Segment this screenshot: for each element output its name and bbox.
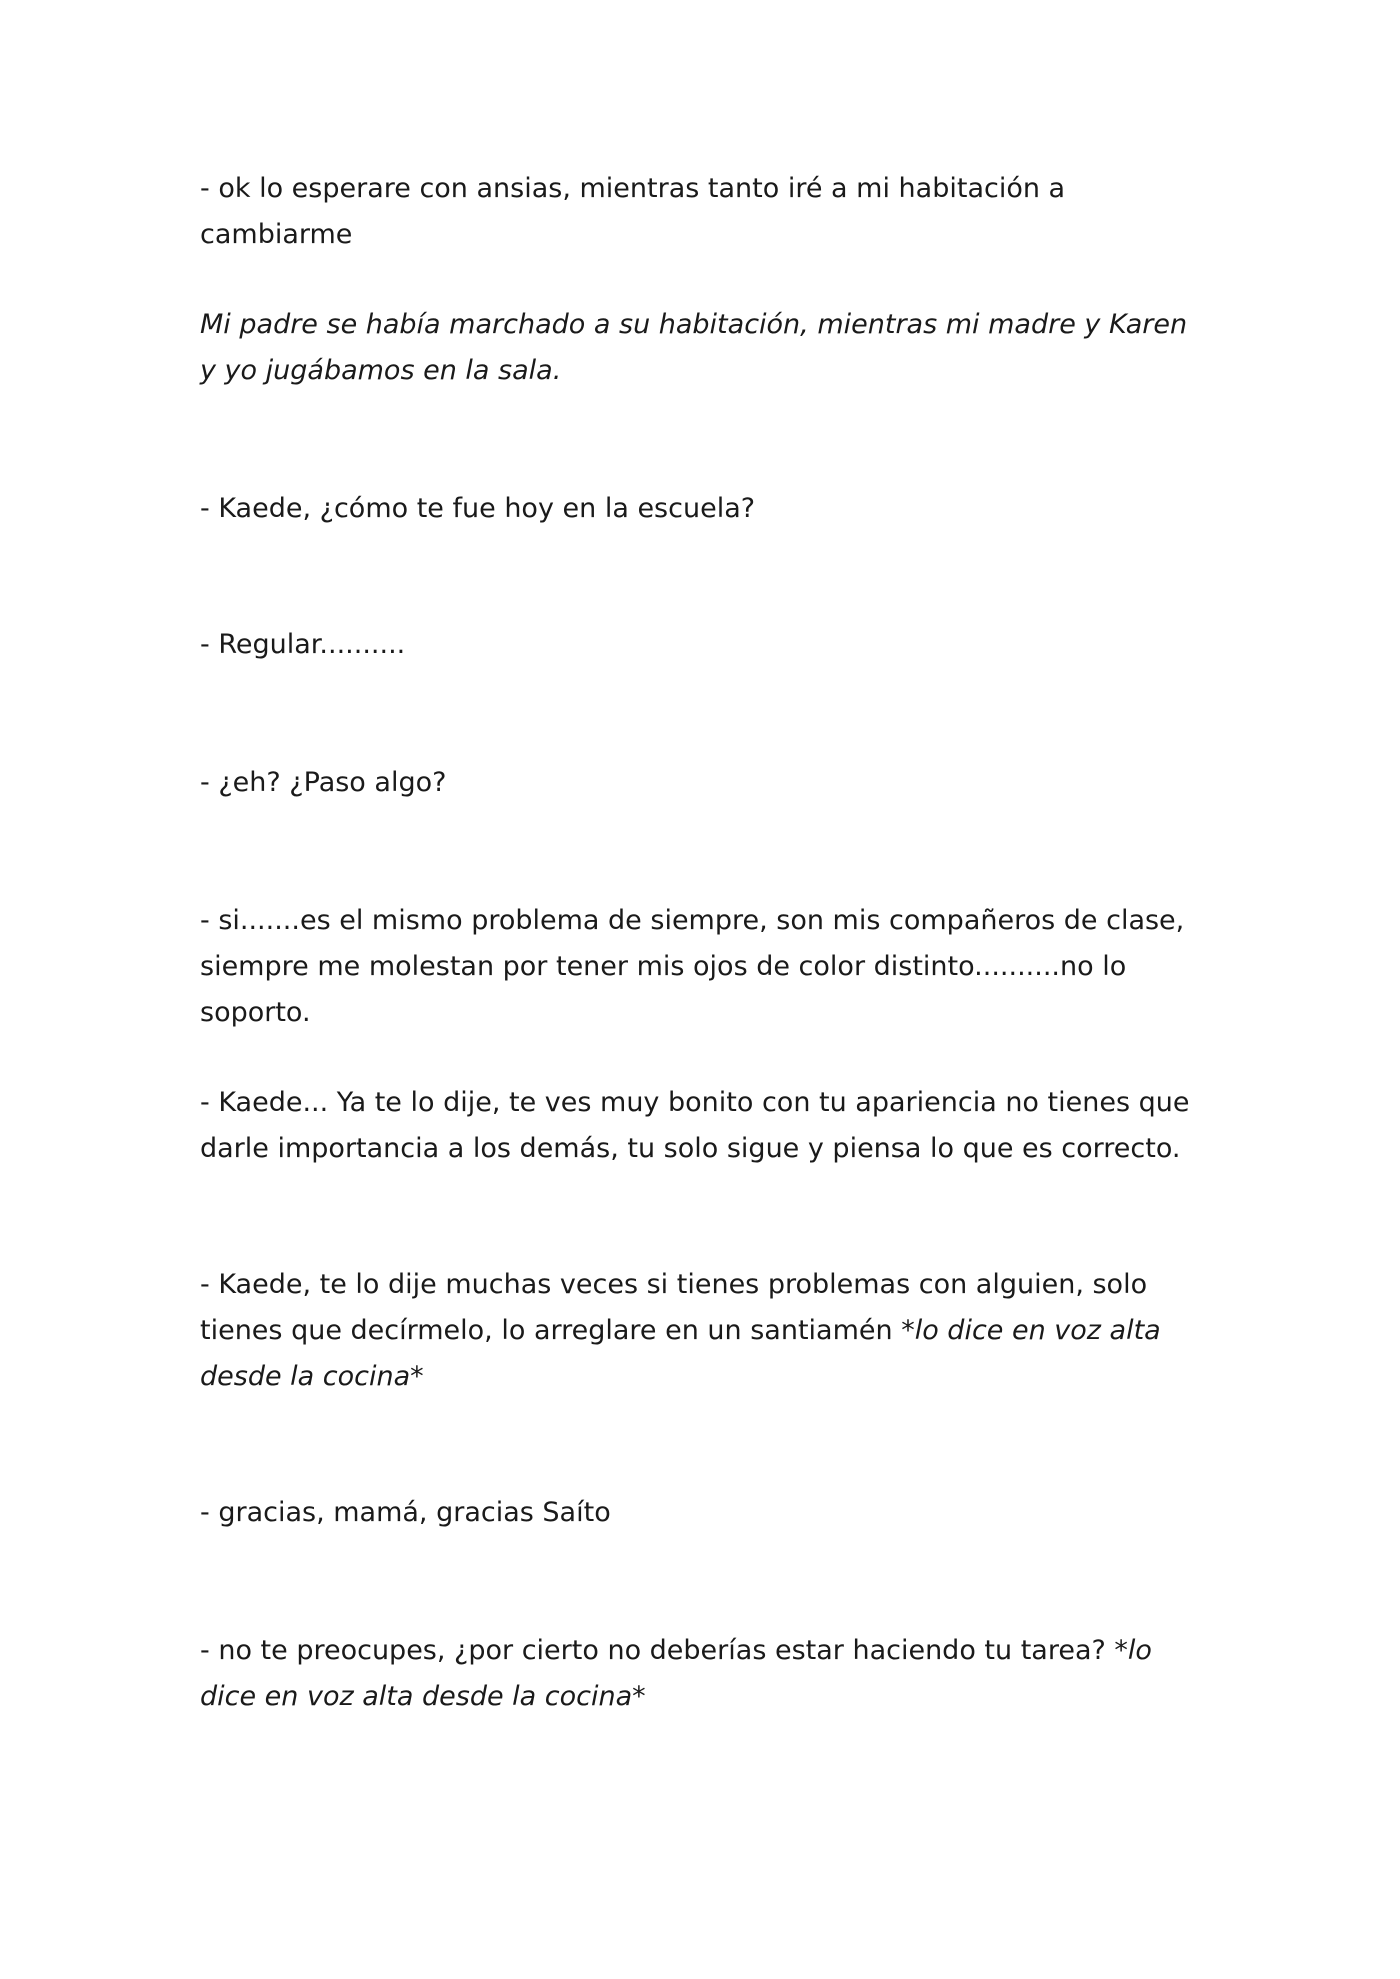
- stage-direction: *lo dice en voz alta desde la cocina*: [200, 1315, 1161, 1392]
- narration-paragraph: Mi padre se había marchado a su habitación, mientras mi madre y Karen y yo jugábamos en la sala.: [200, 309, 1188, 386]
- dialogue-text: - no te preocupes, ¿por cierto no deberías estar haciendo tu tarea?: [200, 1635, 1115, 1666]
- dialogue-line: - si.......es el mismo problema de siempre, son mis compañeros de clase, siempre me molestan por tener mis ojos de color distinto..........no lo soporto.: [200, 905, 1185, 1028]
- dialogue-line: [200, 1262, 1210, 1400]
- dialogue-line: [200, 1628, 1210, 1720]
- dialogue-text: - Kaede, te lo dije muchas veces si tienes problemas con alguien, solo tienes que decírmelo, lo arreglare en un santiamén: [200, 1269, 1148, 1346]
- dialogue-line: - Kaede, ¿cómo te fue hoy en la escuela?: [200, 493, 756, 524]
- dialogue-line: - Regular..........: [200, 629, 406, 660]
- dialogue-line: - ok lo esperare con ansias, mientras tanto iré a mi habitación a cambiarme: [200, 173, 1066, 250]
- dialogue-line: - gracias, mamá, gracias Saíto: [200, 1497, 611, 1528]
- stage-direction: *lo dice en voz alta desde la cocina*: [200, 1635, 1152, 1712]
- dialogue-line: - ¿eh? ¿Paso algo?: [200, 767, 447, 798]
- dialogue-line: - Kaede... Ya te lo dije, te ves muy bonito con tu apariencia no tienes que darle importancia a los demás, tu solo sigue y piensa lo que es correcto.: [200, 1087, 1190, 1164]
